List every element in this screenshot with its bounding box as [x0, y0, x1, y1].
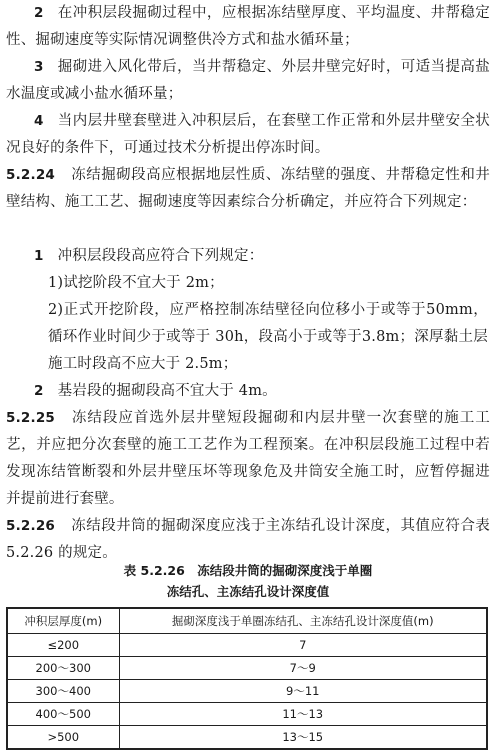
column-header: 冲积层厚度(m): [7, 608, 119, 634]
clause-number: 5.2.24: [6, 167, 56, 183]
item-number: 1: [34, 248, 44, 264]
clause-number: 5.2.26: [6, 518, 56, 534]
table-caption-line-2: 冻结孔、主冻结孔设计深度值: [166, 584, 330, 599]
item-number: 2: [34, 383, 44, 399]
paragraph-text: 当内层井壁套壁进入冲积层后，在套壁工作正常和外层井壁安全状况良好的条件下，可通过技术分析提出停冻时间。: [6, 113, 490, 156]
clause-5-2-24: [6, 162, 490, 216]
table-cell: 13～15: [119, 726, 487, 750]
sub-item-1: 1)试挖阶段不宜大于 2m；: [48, 275, 224, 291]
table-row: [7, 680, 487, 703]
paragraph-item-3: [6, 54, 490, 108]
table-row: [7, 726, 487, 750]
table-row: [7, 657, 487, 680]
table-cell: ≤200: [7, 634, 119, 657]
item-text: 冲积层段段高应符合下列规定：: [57, 248, 264, 264]
column-header: 掘砌深度浅于单圈冻结孔、主冻结孔设计深度值(m): [119, 608, 487, 634]
table-cell: 9～11: [119, 680, 487, 703]
clause-5-2-26: [6, 513, 490, 567]
clause-5-2-25: [6, 405, 490, 513]
item-number: 3: [34, 59, 44, 75]
table-cell: 7: [119, 634, 487, 657]
paragraph-item-4: [6, 108, 490, 162]
table-cell: >500: [7, 726, 119, 750]
table-cell: 400～500: [7, 703, 119, 726]
item-number: 2: [34, 5, 44, 21]
table-cell: 11～13: [119, 703, 487, 726]
clause-text: 冻结段井筒的掘砌深度应浅于主冻结孔设计深度，其值应符合表 5.2.26 的规定。: [6, 518, 490, 561]
item-text: 基岩段的掘砌段高不宜大于 4m。: [57, 383, 277, 399]
table-row: [7, 703, 487, 726]
clause-text: 冻结掘砌段高应根据地层性质、冻结壁的强度、井帮稳定性和井壁结构、施工工艺、掘砌速度等因素综合分析确定，并应符合下列规定：: [6, 167, 490, 210]
table-cell: 300～400: [7, 680, 119, 703]
table-row: [7, 634, 487, 657]
table-caption-line-1: 表 5.2.26 冻结段井筒的掘砌深度浅于单圈: [123, 563, 373, 578]
table-header-row: [7, 608, 487, 634]
list-item-1: [34, 243, 263, 270]
table-cell: 7～9: [119, 657, 487, 680]
list-item-2: [34, 378, 277, 405]
item-number: 4: [34, 113, 44, 129]
clause-number: 5.2.25: [6, 410, 56, 426]
table-cell: 200～300: [7, 657, 119, 680]
paragraph-item-2: [6, 0, 490, 54]
clause-text: 冻结段应首选外层井壁短段掘砌和内层井壁一次套壁的施工工艺，并应把分次套壁的施工工艺作为工程预案。在冲积层段施工过程中若发现冻结管断裂和外层井壁压坏等现象危及井筒安全施工时，应暂停掘进并提前进行套壁。: [6, 410, 490, 507]
paragraph-text: 在冲积层段掘砌过程中，应根据冻结壁厚度、平均温度、井帮稳定性、掘砌速度等实际情况调整供冷方式和盐水循环量；: [6, 5, 490, 48]
paragraph-text: 掘砌进入风化带后，当井帮稳定、外层井壁完好时，可适当提高盐水温度或减小盐水循环量；: [6, 59, 490, 102]
sub-item-2: [48, 297, 488, 378]
depth-table: [6, 607, 488, 750]
sub-item-2-text: 2)正式开挖阶段，应严格控制冻结壁径向位移小于或等于50mm，循环作业时间少于或等于 30h，段高小于或等于3.8m；深厚黏土层施工时段高不应大于 2.5m；: [48, 302, 488, 372]
